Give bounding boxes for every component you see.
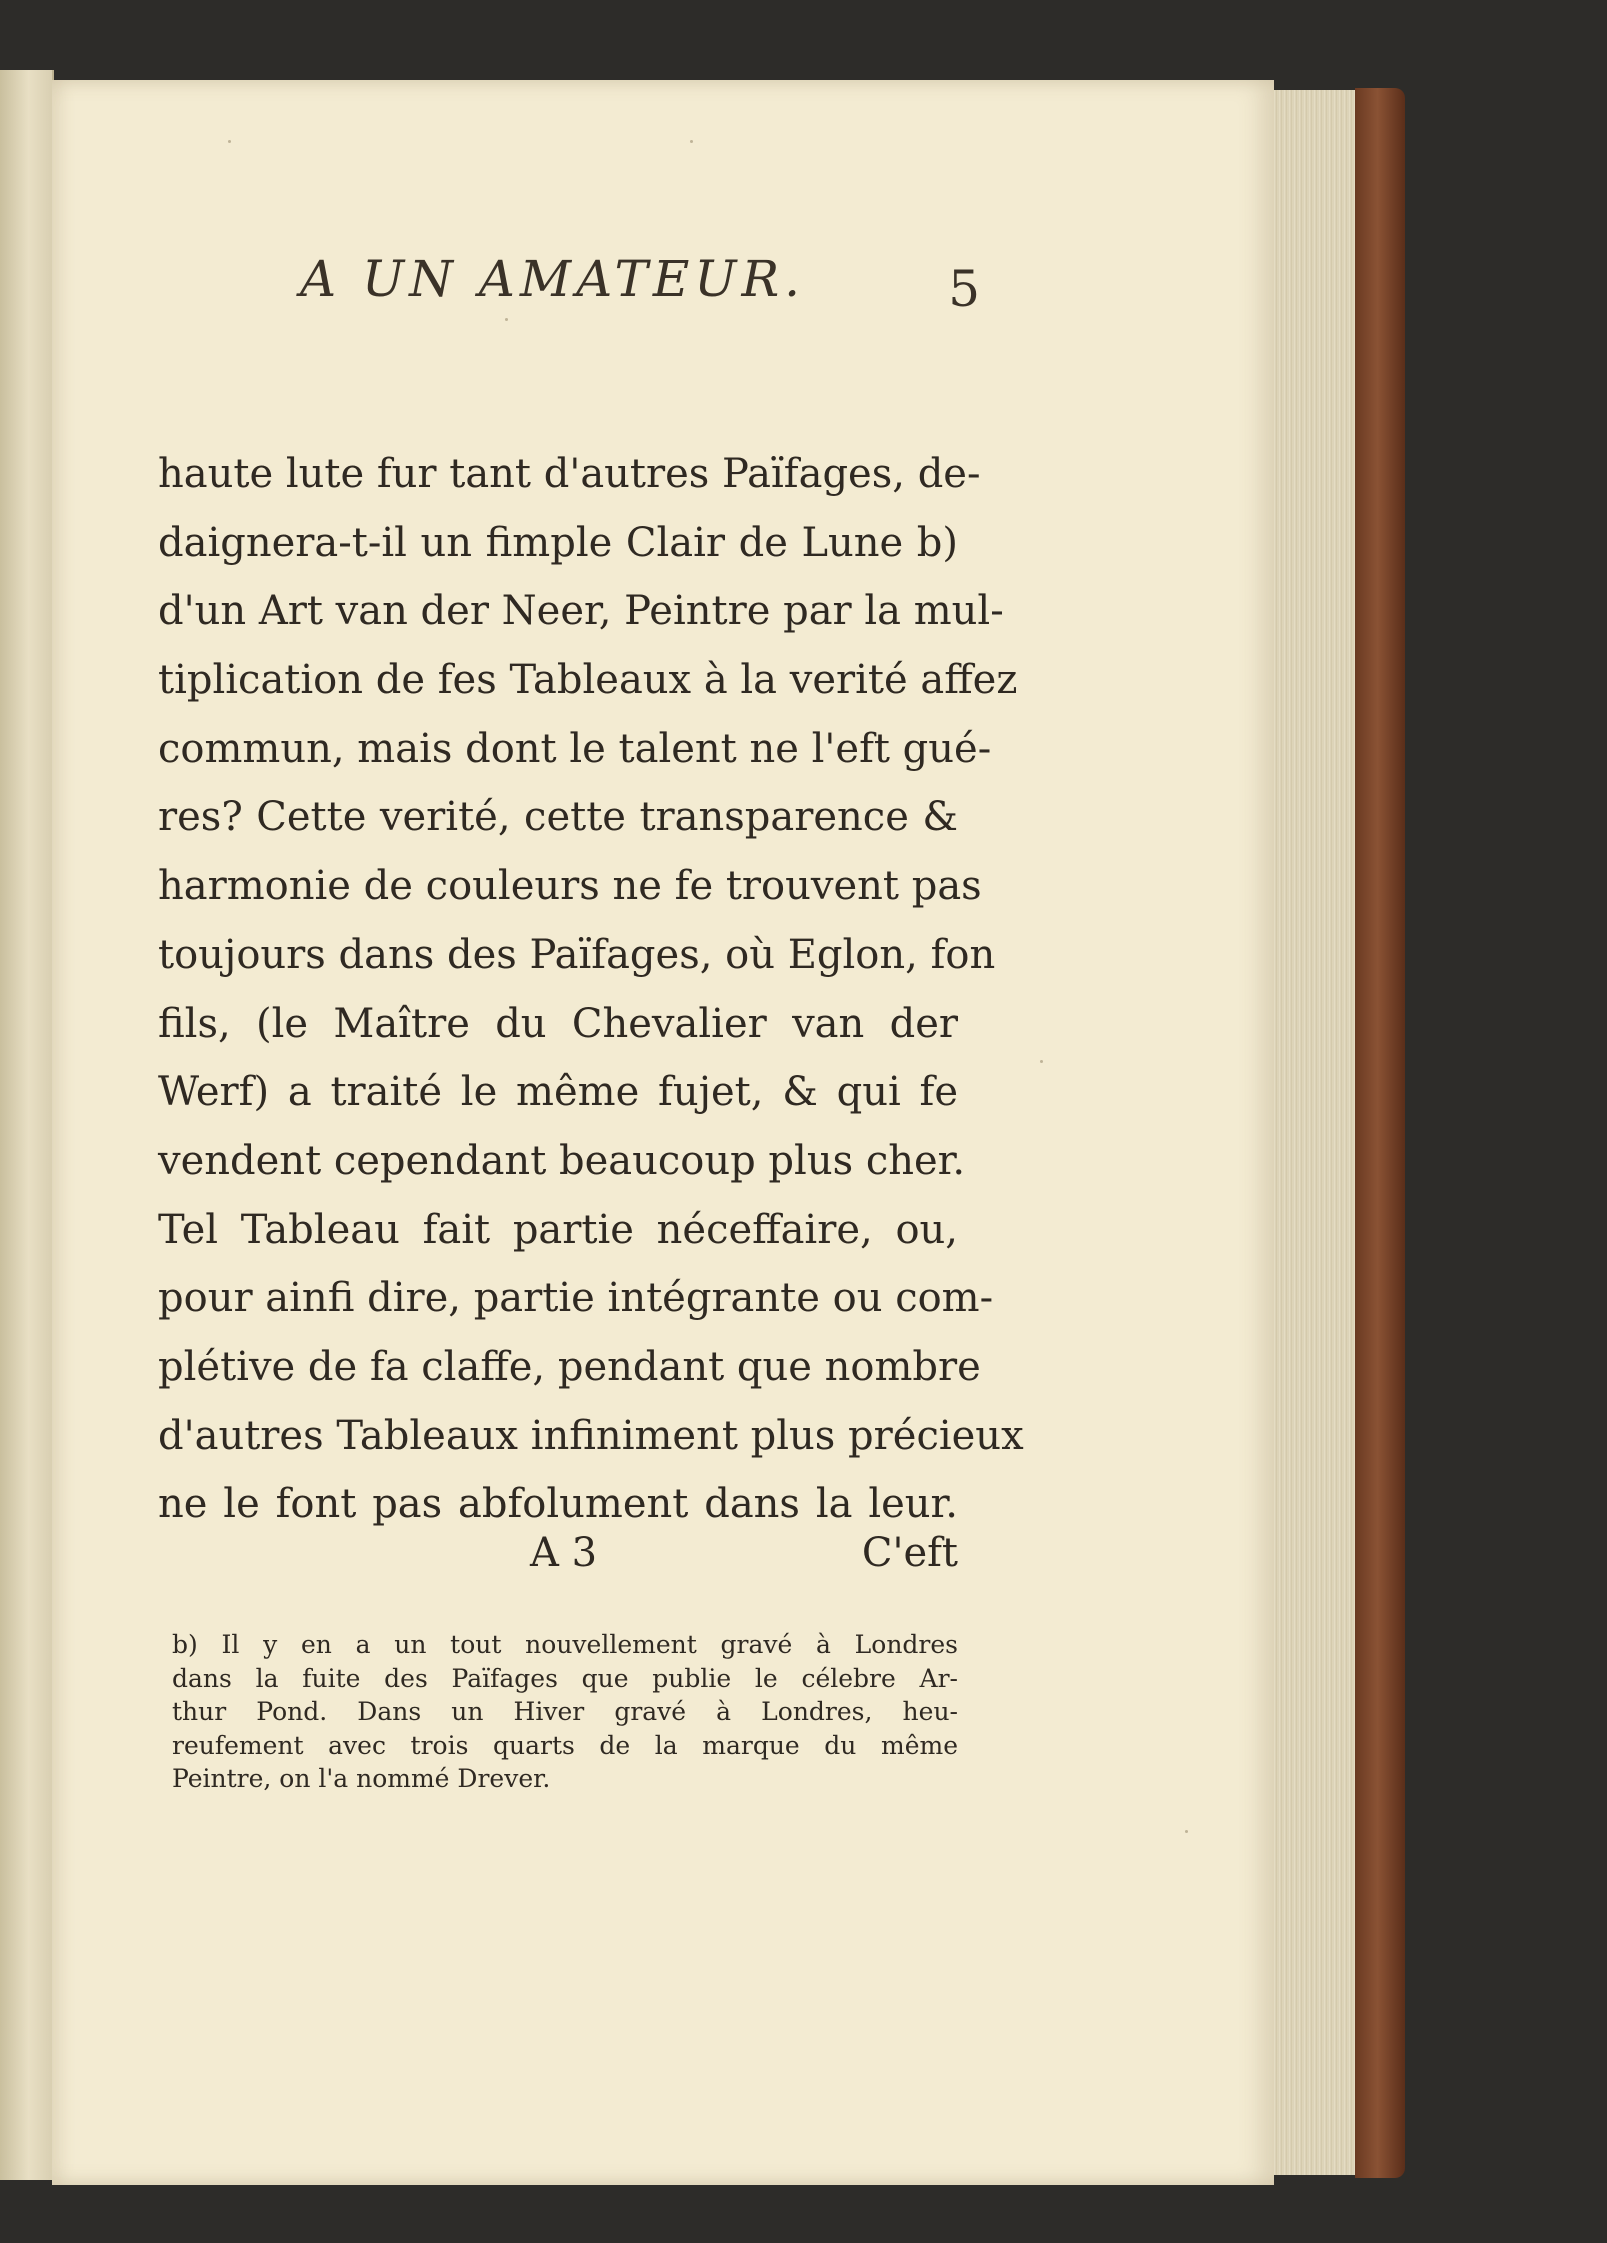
running-title: A UN AMATEUR.	[300, 250, 805, 308]
left-page-edge	[0, 70, 54, 2180]
text-line: ne le font pas abfolument dans la leur.	[158, 1481, 958, 1528]
footnote-line: reufement avec trois quarts de la marque du même	[172, 1730, 958, 1760]
text-line: Tel Tableau fait partie néceffaire, ou,	[158, 1206, 958, 1253]
page-header	[240, 250, 980, 340]
text-line: plétive de fa claffe, pendant que nombre	[158, 1343, 981, 1390]
text-line: harmonie de couleurs ne fe trouvent pas	[158, 863, 982, 910]
catchword: C'eft	[861, 1530, 958, 1576]
text-line: haute lute fur tant d'autres Païfages, de-	[158, 451, 981, 497]
text-line: d'un Art van der Neer, Peintre par la mul-	[158, 588, 1004, 635]
text-line: res? Cette verité, cette transparence &	[158, 794, 958, 841]
text-line: d'autres Tableaux infiniment plus précieux	[158, 1412, 1024, 1459]
body-text	[158, 440, 1024, 1539]
paper-speck	[505, 318, 508, 321]
text-line: tiplication de fes Tableaux à la verité affez	[158, 657, 1018, 704]
signature-line	[158, 1530, 958, 1600]
text-line: vendent cependant beaucoup plus cher.	[158, 1137, 966, 1184]
footnote-line: dans la fuite des Païfages que publie le célebre Ar-	[172, 1663, 958, 1693]
text-line: fils, (le Maître du Chevalier van der	[158, 1000, 958, 1047]
text-line: daignera-t-il un fimple Clair de Lune b)	[158, 519, 958, 566]
footnote	[172, 1628, 958, 1796]
footnote-line: b) Il y en a un tout nouvellement gravé à Londres	[172, 1630, 958, 1659]
page-stack-edge	[1272, 90, 1368, 2175]
paper-speck	[1040, 1060, 1043, 1063]
page-number: 5	[948, 260, 980, 318]
paper-speck	[228, 140, 231, 143]
paper-speck	[1185, 1830, 1188, 1833]
signature-mark: A 3	[530, 1530, 598, 1576]
text-line: commun, mais dont le talent ne l'eft gué-	[158, 725, 992, 772]
text-line: toujours dans des Païfages, où Eglon, fon	[158, 931, 996, 978]
footnote-line: Peintre, on l'a nommé Drever.	[172, 1764, 551, 1793]
text-line: pour ainfi dire, partie intégrante ou com-	[158, 1275, 994, 1322]
footnote-line: thur Pond. Dans un Hiver gravé à Londres, heu-	[172, 1697, 958, 1726]
paper-speck	[690, 140, 693, 143]
text-line: Werf) a traité le même fujet, & qui fe	[158, 1069, 958, 1116]
leather-cover-edge	[1355, 88, 1405, 2178]
